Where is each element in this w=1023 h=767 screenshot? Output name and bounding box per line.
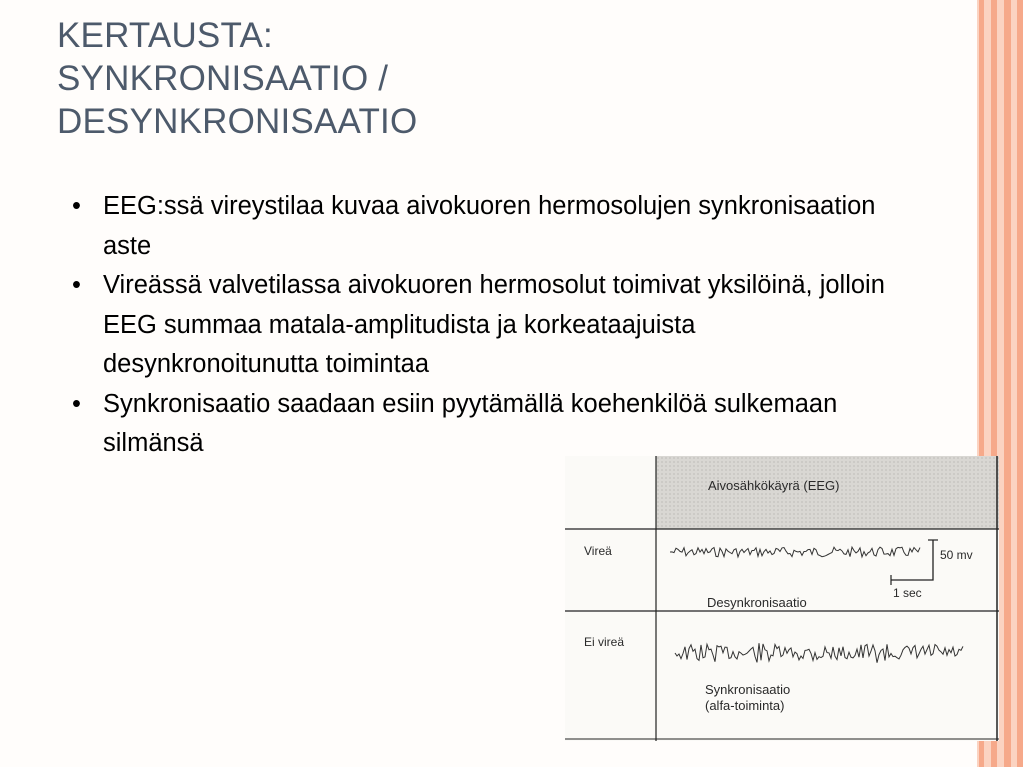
bullet-item-1: • EEG:ssä vireystilaa kuvaa aivokuoren hermosolujen synkronisaation aste: [68, 187, 888, 266]
row-label-awake: Vireä: [584, 544, 612, 558]
slide-title: [57, 14, 657, 143]
eeg-trace-synchronized: [675, 643, 963, 663]
bullet-list: [68, 187, 888, 464]
title-line-1: KERTAUSTA:: [57, 16, 273, 55]
figure-header-label: Aivosähkökäyrä (EEG): [708, 478, 840, 493]
caption-synchronization: Synkronisaatio: [705, 682, 791, 697]
bullet-item-2: • Vireässä valvetilassa aivokuoren hermosolut toimivat yksilöinä, jolloin EEG summaa matala-amplitudista ja korkeataajuista desynkronoitunutta toimintaa: [68, 266, 888, 385]
caption-desynchronization: Desynkronisaatio: [707, 595, 807, 610]
scale-bar: [891, 540, 933, 580]
title-line-2: SYNKRONISAATIO /: [57, 59, 389, 98]
title-line-3: DESYNKRONISAATIO: [57, 102, 418, 141]
eeg-figure: [565, 456, 999, 741]
row-label-not-awake: Ei vireä: [584, 635, 625, 649]
scale-time-label: 1 sec: [893, 586, 922, 600]
eeg-trace-desynchronized: [670, 547, 920, 557]
bullet-item-3: • Synkronisaatio saadaan esiin pyytämällä koehenkilöä sulkemaan silmänsä: [68, 385, 888, 464]
caption-alpha-activity: (alfa-toiminta): [705, 698, 785, 713]
scale-amplitude-label: 50 mv: [940, 548, 973, 562]
